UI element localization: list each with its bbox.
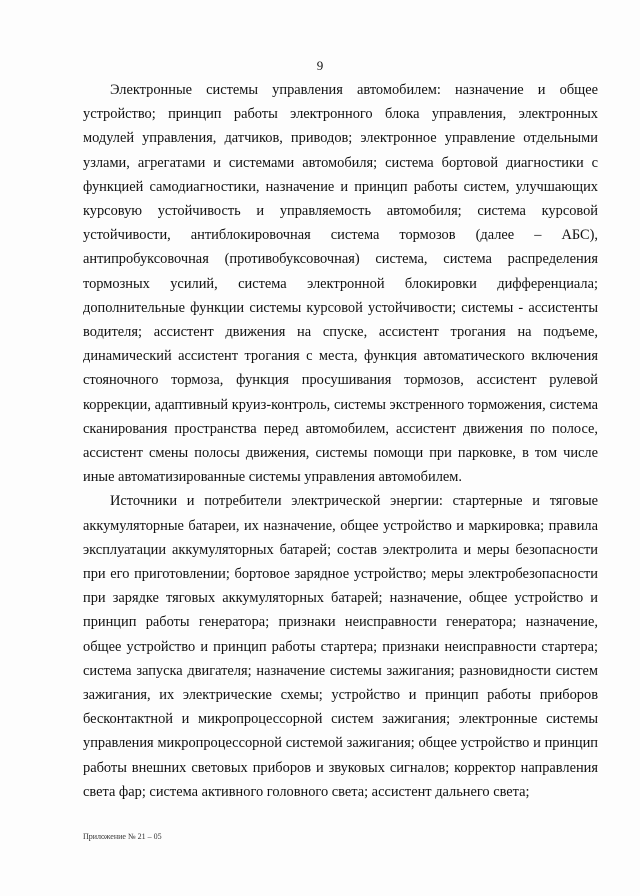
body-text — [83, 78, 598, 804]
paragraph-electronic-systems: Электронные системы управления автомобилем: назначение и общее устройство; принцип работы электронного блока управления, электронных модулей управления, датчиков, приводов; электронное управление отдельными узлами, агрегатами и системами автомобиля; система бортовой диагностики с функцией самодиагностики, назначение и принцип работы систем, улучшающих курсовую устойчивость и управляемость автомобиля; система курсовой устойчивости, антиблокировочная система тормозов (далее – АБС), антипробуксовочная (противобуксовочная) система, система распределения тормозных усилий, система электронной блокировки дифференциала; дополнительные функции системы курсовой устойчивости; системы - ассистенты водителя; ассистент движения на спуске, ассистент трогания на подъеме, динамический ассистент трогания с места, функция автоматического включения стояночного тормоза, функция просушивания тормозов, ассистент рулевой коррекции, адаптивный круиз-контроль, системы экстренного торможения, система сканирования пространства перед автомобилем, ассистент движения по полосе, ассистент смены полосы движения, системы помощи при парковке, в том числе иные автоматизированные системы управления автомобилем. — [83, 82, 598, 486]
page-footer: Приложение № 21 – 05 — [83, 832, 162, 841]
page-number: 9 — [316, 58, 324, 73]
paragraph-power-sources: Источники и потребители электрической энергии: стартерные и тяговые аккумуляторные батареи, их назначение, общее устройство и маркировка; правила эксплуатации аккумуляторных батарей; состав электролита и меры безопасности при его приготовлении; бортовое зарядное устройство; меры электробезопасности при зарядке тяговых аккумуляторных батарей; назначение, общее устройство и принцип работы генератора; признаки неисправности генератора; назначение, общее устройство и принцип работы стартера; признаки неисправности стартера; система запуска двигателя; назначение системы зажигания; разновидности систем зажигания, их электрические схемы; устройство и принцип работы приборов бесконтактной и микропроцессорной систем зажигания; электронные системы управления микропроцессорной системой зажигания; общее устройство и принцип работы внешних световых приборов и звуковых сигналов; корректор направления света фар; система активного головного света; ассистент дальнего света; — [83, 493, 598, 800]
